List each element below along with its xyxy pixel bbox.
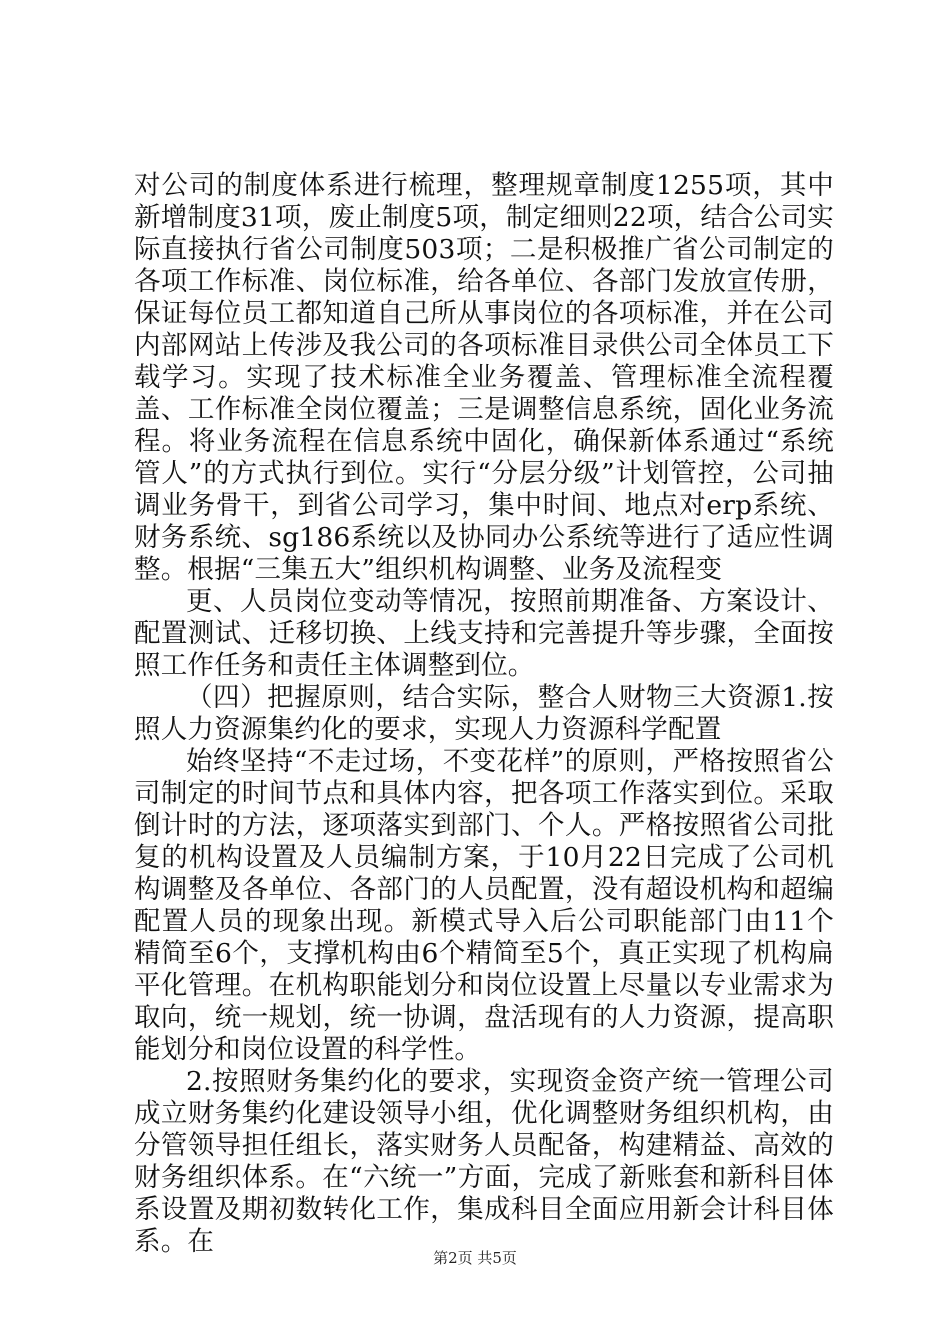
page-number-footer: 第2页 共5页 xyxy=(433,1249,517,1267)
paragraph-1: 对公司的制度体系进行梳理，整理规章制度1255项，其中新增制度31项，废止制度5项，制定细则22项，结合公司实际直接执行省公司制度503项；二是积极推广省公司制定的各项工作标准、岗位标准，给各单位、各部门发放宣传册，保证每位员工都知道自己所从事岗位的各项标准，并在公司内部网站上传涉及我公司的各项标准目录供公司全体员工下载学习。实现了技术标准全业务覆盖、管理标准全流程覆盖、工作标准全岗位覆盖；三是调整信息系统，固化业务流程。将业务流程在信息系统中固化，确保新体系通过“系统管人”的方式执行到位。实行“分层分级”计划管控，公司抽调业务骨干，到省公司学习，集中时间、地点对erp系统、财务系统、sg186系统以及协同办公系统等进行了适应性调整。根据“三集五大”组织机构调整、业务及流程变 xyxy=(134,170,834,585)
paragraph-4: 始终坚持“不走过场，不变花样”的原则，严格按照省公司制定的时间节点和具体内容，把各项工作落实到位。采取倒计时的方法，逐项落实到部门、个人。严格按照省公司批复的机构设置及人员编制方案，于10月22日完成了公司机构调整及各单位、各部门的人员配置，没有超设机构和超编配置人员的现象出现。新模式导入后公司职能部门由11个精简至6个，支撑机构由6个精简至5个，真正实现了机构扁平化管理。在机构职能划分和岗位设置上尽量以专业需求为取向，统一规划，统一协调，盘活现有的人力资源，提高职能划分和岗位设置的科学性。 xyxy=(134,746,834,1065)
paragraph-3: （四）把握原则，结合实际，整合人财物三大资源1.按照人力资源集约化的要求，实现人力资源科学配置 xyxy=(134,682,834,745)
document-body xyxy=(134,170,834,1258)
paragraph-5: 2.按照财务集约化的要求，实现资金资产统一管理公司成立财务集约化建设领导小组，优化调整财务组织机构，由分管领导担任组长，落实财务人员配备，构建精益、高效的财务组织体系。在“六统一”方面，完成了新账套和新科目体系设置及期初数转化工作，集成科目全面应用新会计科目体系。在 xyxy=(134,1066,834,1257)
paragraph-2: 更、人员岗位变动等情况，按照前期准备、方案设计、配置测试、迁移切换、上线支持和完善提升等步骤，全面按照工作任务和责任主体调整到位。 xyxy=(134,586,834,681)
